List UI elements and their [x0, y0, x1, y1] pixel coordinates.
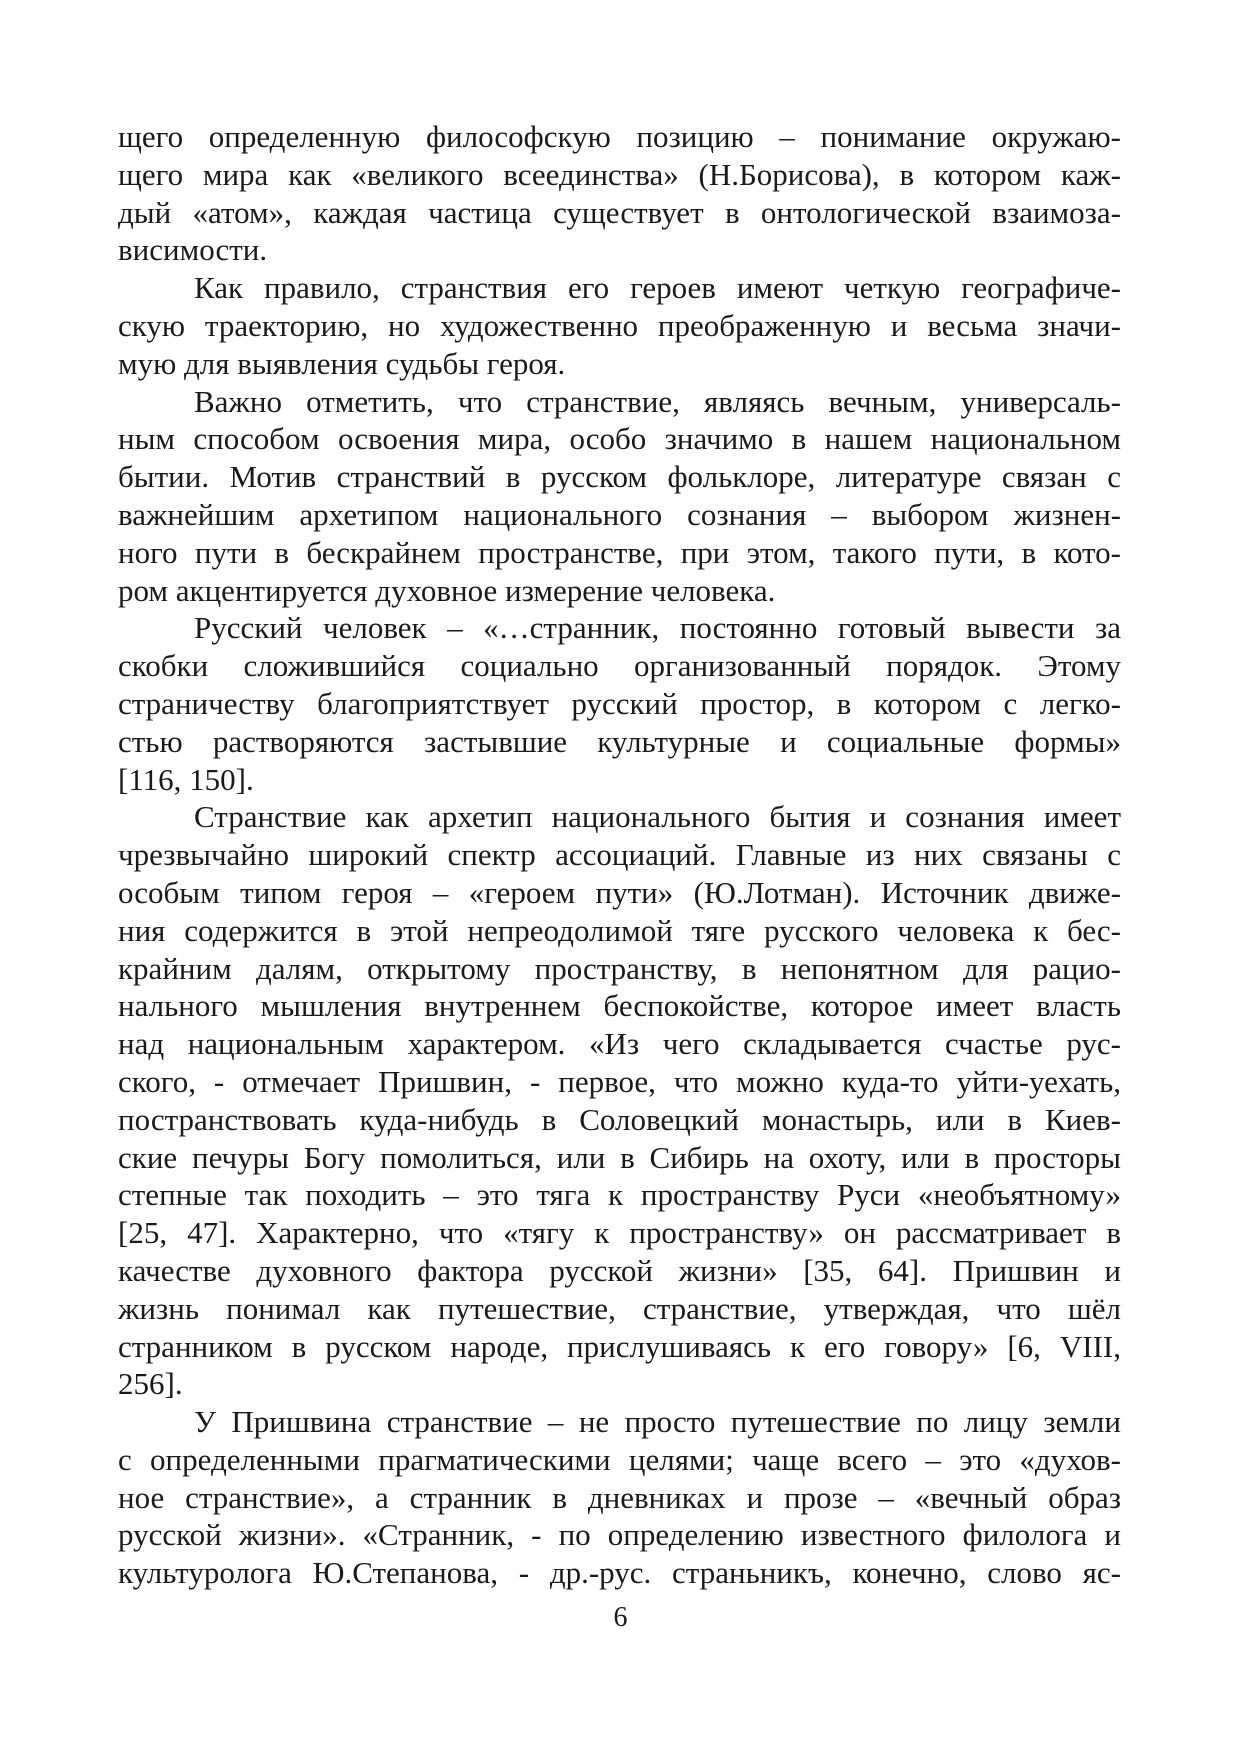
text-line: русской жизни». «Странник, - по определению известного филолога и [118, 1517, 1121, 1553]
text-line: Странствие как архетип национального бытия и сознания имеет [194, 799, 1121, 835]
paragraph [118, 798, 1121, 1403]
text-line: У Пришвина странствие – не просто путешествие по лицу земли [194, 1404, 1121, 1440]
text-line: Русский человек – «…странник, постоянно готовый вывести за [194, 610, 1121, 646]
text-line: жизнь понимал как путешествие, странствие, утверждая, что шёл [118, 1290, 1121, 1326]
text-line: с определенными прагматическими целями; чаще всего – это «духов- [118, 1441, 1121, 1477]
text-line: Как правило, странствия его героев имеют четкую географиче- [194, 270, 1121, 306]
text-line: важнейшим архетипом национального сознания – выбором жизнен- [118, 496, 1121, 532]
text-line: ские печуры Богу помолиться, или в Сибирь на охоту, или в просторы [118, 1139, 1121, 1175]
text-line: страничеству благоприятствует русский простор, в котором с легко- [118, 685, 1121, 721]
text-line: ния содержится в этой непреодолимой тяге русского человека к бес- [118, 912, 1121, 948]
paragraph [118, 383, 1121, 610]
text-line: мую для выявления судьбы героя. [118, 345, 566, 381]
text-line: ром акцентируется духовное измерение человека. [118, 572, 776, 608]
text-line: дый «атом», каждая частица существует в онтологической взаимоза- [118, 194, 1121, 230]
text-line: нального мышления внутреннем беспокойстве, которое имеет власть [118, 988, 1121, 1024]
text-line: ное странствие», а странник в дневниках и прозе – «вечный образ [118, 1479, 1121, 1515]
text-line: особым типом героя – «героем пути» (Ю.Лотман). Источник движе- [118, 874, 1121, 910]
text-line: качестве духовного фактора русской жизни» [35, 64]. Пришвин и [118, 1252, 1121, 1288]
text-line: постранствовать куда-нибудь в Соловецкий монастырь, или в Киев- [118, 1101, 1121, 1137]
text-line: степные так походить – это тяга к пространству Руси «необъятному» [118, 1177, 1121, 1213]
text-line: над национальным характером. «Из чего складывается счастье рус- [118, 1026, 1121, 1062]
text-line: бытии. Мотив странствий в русском фольклоре, литературе связан с [118, 459, 1121, 495]
text-line: 256]. [118, 1366, 183, 1402]
text-line: чрезвычайно широкий спектр ассоциаций. Главные из них связаны с [118, 837, 1121, 873]
text-line: щего мира как «великого всеединства» (Н.Борисова), в котором каж- [118, 156, 1121, 192]
document-body [118, 118, 1121, 1592]
paragraph [118, 1403, 1121, 1592]
text-line: [116, 150]. [118, 761, 254, 797]
page-number: 6 [613, 1602, 628, 1633]
text-line: культуролога Ю.Степанова, - др.-рус. страньникъ, конечно, слово яс- [118, 1555, 1121, 1591]
text-line: ского, - отмечает Пришвин, - первое, что можно куда-то уйти-уехать, [118, 1063, 1121, 1099]
text-line: висимости. [118, 232, 268, 268]
text-line: [25, 47]. Характерно, что «тягу к пространству» он рассматривает в [118, 1215, 1121, 1251]
text-line: стью растворяются застывшие культурные и социальные формы» [118, 723, 1121, 759]
text-line: крайним далям, открытому пространству, в непонятном для рацио- [118, 950, 1121, 986]
text-line: щего определенную философскую позицию – понимание окружаю- [118, 119, 1121, 154]
text-line: скобки сложившийся социально организованный порядок. Этому [118, 648, 1121, 684]
text-line: ным способом освоения мира, особо значимо в нашем национальном [118, 421, 1121, 457]
text-line: скую траекторию, но художественно преображенную и весьма значи- [118, 307, 1121, 343]
text-line: Важно отметить, что странствие, являясь вечным, универсаль- [194, 383, 1121, 419]
text-line: ного пути в бескрайнем пространстве, при этом, такого пути, в кото- [118, 534, 1121, 570]
text-line: странником в русском народе, прислушиваясь к его говору» [6, VIII, [118, 1328, 1121, 1364]
paragraph [118, 269, 1121, 382]
paragraph [118, 609, 1121, 798]
paragraph [118, 118, 1121, 269]
